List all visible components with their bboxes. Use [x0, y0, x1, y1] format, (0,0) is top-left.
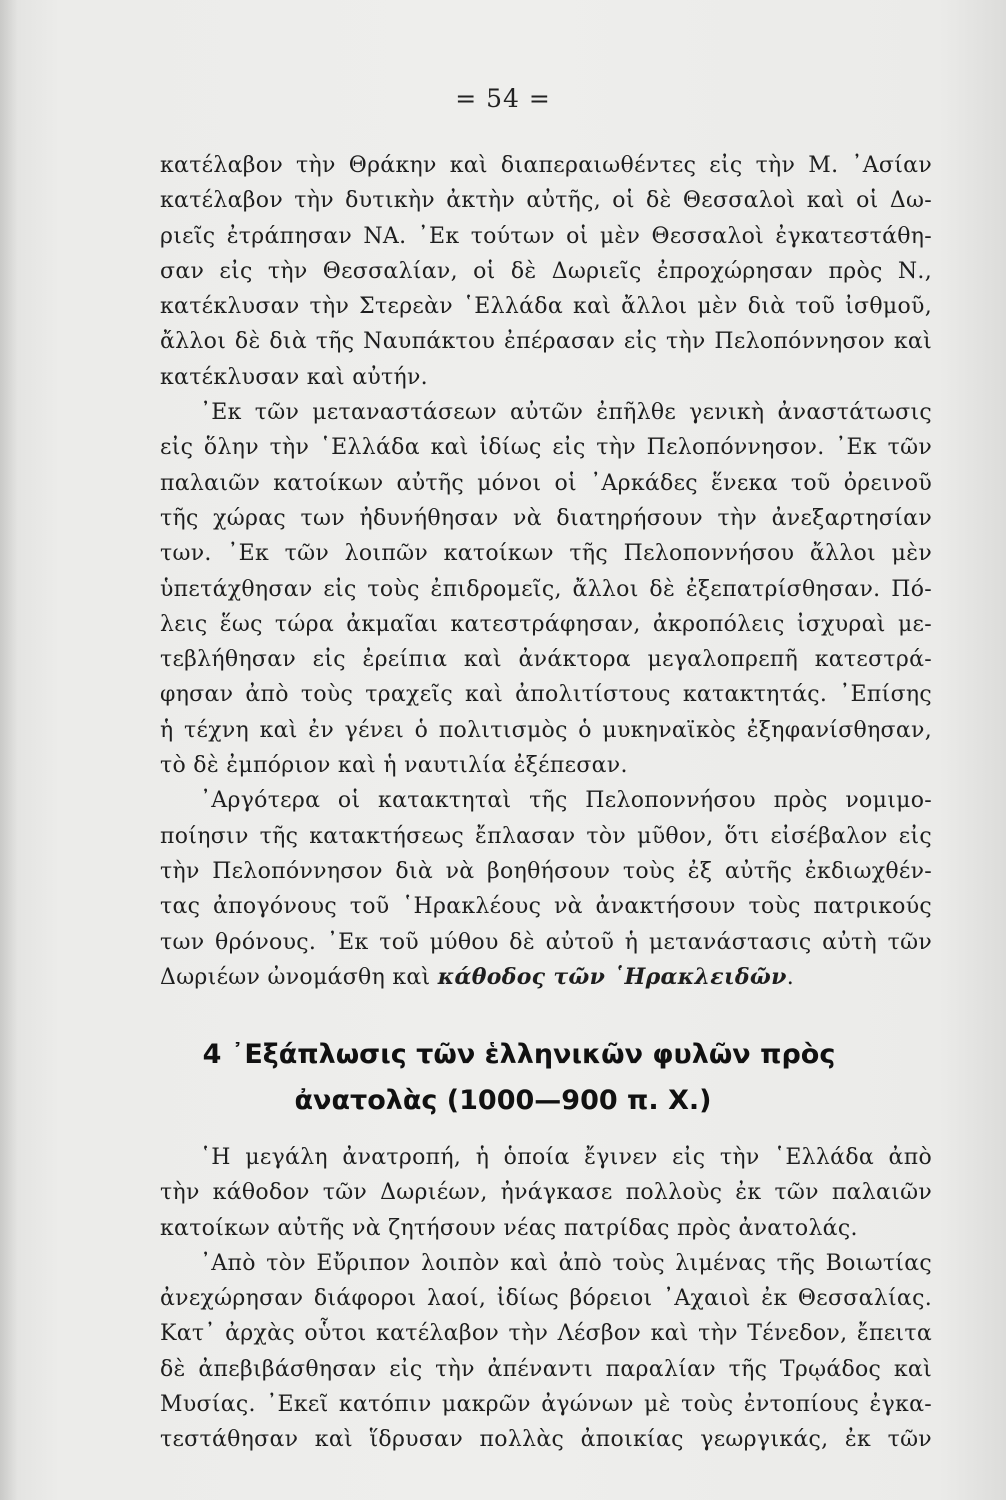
section-heading	[0, 1032, 1006, 1124]
emphasis-kathodos: κάθοδος τῶν ῾Ηρακλειδῶν	[437, 963, 787, 990]
text-line: Κατ᾿ ἀρχὰς οὗτοι κατέλαβον τὴν Λέσβον καὶ τὴν Τένεδον, ἔπειτα	[160, 1321, 932, 1347]
text-line: ποίησιν τῆς κατακτήσεως ἔπλασαν τὸν μῦθον, ὅτι εἰσέβαλον εἰς	[160, 823, 932, 849]
text-line: κατοίκων αὐτῆς νὰ ζητήσουν νέας πατρίδας πρὸς ἀνατολάς.	[160, 1215, 858, 1241]
text-line: ἄλλοι δὲ διὰ τῆς Ναυπάκτου ἐπέρασαν εἰς τὴν Πελοπόννησον καὶ	[160, 329, 932, 355]
text-line: ἡ τέχνη καὶ ἐν γένει ὁ πολιτισμὸς ὁ μυκηναϊκὸς ἐξηφανίσθησαν,	[160, 717, 932, 743]
text-line: ἀνεχώρησαν διάφοροι λαοί, ἰδίως βόρειοι ᾿Αχαιοὶ ἐκ Θεσσαλίας.	[160, 1286, 932, 1312]
text-line: τῆς χώρας των ἠδυνήθησαν νὰ διατηρήσουν τὴν ἀνεξαρτησίαν	[160, 505, 932, 531]
section-heading-line-1: 4 ᾿Εξάπλωσις τῶν ἑλληνικῶν φυλῶν πρὸς	[202, 1039, 836, 1070]
text-lines	[160, 148, 932, 960]
text-line: τὸ δὲ ἐμπόριον καὶ ἡ ναυτιλία ἐξέπεσαν.	[160, 753, 628, 779]
text-line: τὴν κάθοδον τῶν Δωριέων, ἠνάγκασε πολλοὺς ἐκ τῶν παλαιῶν	[160, 1180, 932, 1206]
text-line: δὲ ἀπεβιβάσθησαν εἰς τὴν ἀπέναντι παραλίαν τῆς Τρῳάδος καὶ	[160, 1356, 932, 1382]
text-line: κατέλαβον τὴν δυτικὴν ἀκτὴν αὐτῆς, οἱ δὲ Θεσσαλοὶ καὶ οἱ Δω-	[160, 188, 932, 214]
text-line: φησαν ἀπὸ τοὺς τραχεῖς καὶ ἀπολιτίστους κατακτητάς. ᾿Επίσης	[160, 682, 932, 708]
text-line: ῾Η μεγάλη ἀνατροπή, ἡ ὁποία ἔγινεν εἰς τὴν ῾Ελλάδα ἀπὸ	[200, 1145, 932, 1170]
text-line: ὑπετάχθησαν εἰς τοὺς ἐπιδρομεῖς, ἄλλοι δὲ ἐξεπατρίσθησαν. Πό-	[160, 576, 932, 602]
text-line: τεβλήθησαν εἰς ἐρείπια καὶ ἀνάκτορα μεγαλοπρεπῆ κατεστρά-	[160, 647, 932, 673]
page-number: = 54 =	[455, 84, 551, 113]
text-line: σαν εἰς τὴν Θεσσαλίαν, οἱ δὲ Δωριεῖς ἐπροχώρησαν πρὸς Ν.,	[160, 258, 932, 284]
text-line: ᾿Εκ τῶν μεταναστάσεων αὐτῶν ἐπῆλθε γενικὴ ἀναστάτωσις	[200, 400, 932, 426]
text-line-final	[160, 960, 932, 995]
text-line: εἰς ὅλην τὴν ῾Ελλάδα καὶ ἰδίως εἰς τὴν Πελοπόννησον. ᾿Εκ τῶν	[160, 435, 932, 461]
text-block-expansion-east	[160, 1140, 932, 1458]
text-line: Μυσίας. ᾿Εκεῖ κατόπιν μακρῶν ἀγώνων μὲ τοὺς ἐντοπίους ἐγκα-	[160, 1392, 932, 1418]
text-line: ᾿Αργότερα οἱ κατακτηταὶ τῆς Πελοποννήσου πρὸς νομιμο-	[200, 788, 932, 814]
text-line: παλαιῶν κατοίκων αὐτῆς μόνοι οἱ ᾿Αρκάδες ἕνεκα τοῦ ὀρεινοῦ	[160, 470, 932, 496]
text-line: τας ἀπογόνους τοῦ ῾Ηρακλέους νὰ ἀνακτήσουν τοὺς πατρικούς	[160, 894, 932, 920]
final-line-suffix: .	[786, 964, 794, 990]
text-line: των. ᾿Εκ τῶν λοιπῶν κατοίκων τῆς Πελοποννήσου ἄλλοι μὲν	[160, 541, 932, 567]
text-line: τεστάθησαν καὶ ἵδρυσαν πολλὰς ἀποικίας γεωργικάς, ἐκ τῶν	[160, 1427, 932, 1453]
text-line: κατέλαβον τὴν Θράκην καὶ διαπεραιωθέντες εἰς τὴν Μ. ᾿Ασίαν	[160, 153, 932, 178]
text-line: των θρόνους. ᾿Εκ τοῦ μύθου δὲ αὐτοῦ ἡ μετανάστασις αὐτὴ τῶν	[160, 929, 932, 955]
text-block-dorian-invasion	[160, 148, 932, 995]
text-line: τὴν Πελοπόννησον διὰ νὰ βοηθήσουν τοὺς ἐξ αὐτῆς ἐκδιωχθέν-	[160, 858, 932, 884]
text-line: λεις ἕως τώρα ἀκμαῖαι κατεστράφησαν, ἀκροπόλεις ἰσχυραὶ με-	[160, 611, 932, 637]
text-lines	[160, 1140, 932, 1458]
text-line: ριεῖς ἐτράπησαν ΝΑ. ᾿Εκ τούτων οἱ μὲν Θεσσαλοὶ ἐγκατεστάθη-	[160, 223, 932, 249]
text-line: κατέκλυσαν καὶ αὐτήν.	[160, 364, 428, 390]
section-heading-line-2: ἀνατολὰς (1000—900 π. Χ.)	[294, 1085, 712, 1116]
text-line: ᾿Απὸ τὸν Εὔριπον λοιπὸν καὶ ἀπὸ τοὺς λιμένας τῆς Βοιωτίας	[200, 1250, 932, 1276]
text-line: κατέκλυσαν τὴν Στερεὰν ῾Ελλάδα καὶ ἄλλοι μὲν διὰ τοῦ ἰσθμοῦ,	[160, 294, 932, 320]
final-line-prefix: Δωριέων ὠνομάσθη καὶ	[160, 964, 438, 990]
